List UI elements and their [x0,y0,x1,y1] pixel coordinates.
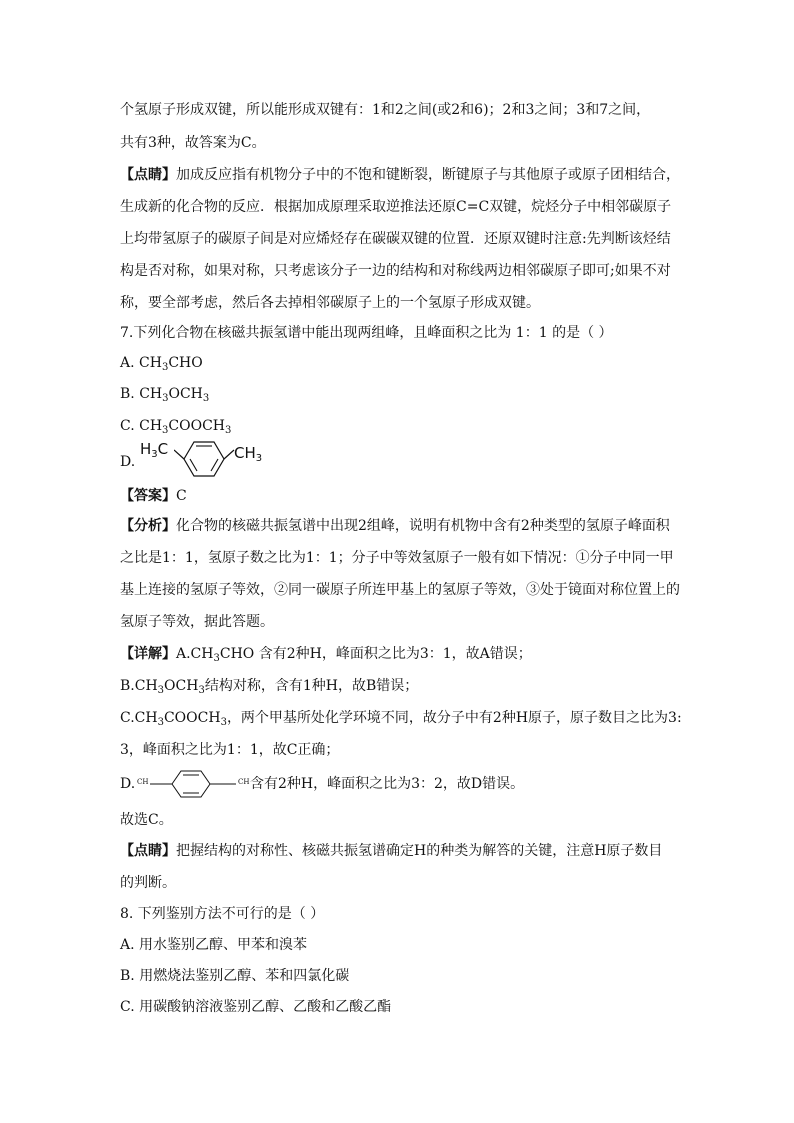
analysis-line: 【分析】化合物的核磁共振氢谱中出现2组峰，说明有机物中含有2种类型的氢原子峰面积 [120,518,670,534]
section-label: 【点睛】 [120,843,176,859]
option-d: D. $H_3C$ $CH_3$ [120,440,680,480]
section-label: 【分析】 [120,518,176,534]
benzene-ring-structure [174,438,238,480]
text-line: 个氢原子形成双键，所以能形成双键有：1和2之间(或2和6)；2和3之间；3和7之间， [120,102,651,118]
text-line: 的判断。 [120,875,176,891]
option-c: C. $CH_3COOCH_3$ [120,418,232,436]
question-7: 7.下列化合物在核磁共振氢谱中能出现两组峰，且峰面积之比为 1：1 的是（ ） [120,325,613,341]
text-line: 上均带氢原子的碳原子间是对应烯烃存在碳碳双键的位置．还原双键时注意:先判断该烃结 [120,231,671,247]
answer-line: 【答案】C [120,488,187,504]
small-methyl-left: CH [137,778,149,786]
text-line: 3，峰面积之比为1：1，故C正确； [120,742,340,758]
tip-line: 【点睛】把握结构的对称性、核磁共振氢谱确定H的种类为解答的关键，注意H原子数目 [120,843,663,859]
text-span: 加成反应指有机物分子中的不饱和键断裂，断键原子与其他原子或原子团相结合， [176,167,680,183]
question-8-option-a: A. 用水鉴别乙醇、甲苯和溴苯 [120,937,308,953]
section-label: 【答案】 [120,488,176,504]
text-line: 称，要全部考虑，然后各去掉相邻碳原子上的一个氢原子形成双键。 [120,295,540,311]
choose-line: 故选C。 [120,812,173,828]
detail-d-line: D. CH CH 含有2种H，峰面积之比为3：2，故D错误。 [120,768,680,802]
question-8-option-c: C. 用碳酸钠溶液鉴别乙醇、乙酸和乙酸乙酯 [120,999,392,1015]
text-line: 氢原子等效，据此答题。 [120,614,274,630]
methyl-right-label: $CH_3$ [234,444,263,464]
detail-line: 【详解】$A.CH_3CHO$ 含有2种H，峰面积之比为3：1，故A错误； [120,646,532,664]
small-benzene-structure [150,768,238,800]
option-b: B. $CH_3OCH_3$ [120,386,210,404]
text-line: 之比是1：1，氢原子数之比为1：1；分子中等效氢原子一般有如下情况：①分子中同一甲 [120,550,674,566]
text-line: 基上连接的氢原子等效，②同一碳原子所连甲基上的氢原子等效，③处于镜面对称位置上的 [120,582,680,598]
text-line [120,165,680,185]
text-line: 生成新的化合物的反应．根据加成原理采取逆推法还原C=C双键，烷烃分子中相邻碳原子 [120,199,672,215]
question-8: 8. 下列鉴别方法不可行的是（ ） [120,906,325,922]
section-label: 【点睛】 [120,167,176,183]
text-line: 构是否对称，如果对称，只考虑该分子一边的结构和对称线两边相邻碳原子即可;如果不对 [120,263,671,279]
option-a: A. $CH_3CHO$ [120,355,203,373]
methyl-left-label: $H_3C$ [140,440,169,460]
section-label: 【详解】 [120,646,176,662]
small-methyl-right: CH [238,778,250,786]
text-line: 共有3种，故答案为C。 [120,135,266,151]
text-line: $B.CH_3OCH_3$结构对称，含有1种H，故B错误； [120,678,419,696]
text-line: $C.CH_3COOCH_3$，两个甲基所处化学环境不同，故分子中有2种H原子，原子数目之比为3: [120,710,682,728]
question-8-option-b: B. 用燃烧法鉴别乙醇、苯和四氯化碳 [120,968,350,984]
